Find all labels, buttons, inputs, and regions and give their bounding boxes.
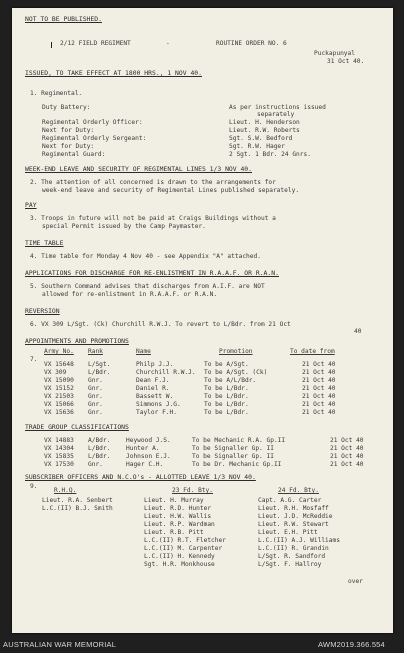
place: Puckapunyal [314,50,355,57]
table-row-date: 21 Oct 40 [330,437,364,444]
table-row-date: 21 Oct 40 [330,453,364,460]
table-row-date: 21 Oct 40 [330,461,364,468]
next-duty-label: Next for Duty: [42,127,95,134]
table-row-promotion: To be L/Bdr. [204,401,249,408]
unit-name: 2/12 FIELD REGIMENT [60,40,131,47]
table-row-name: Daniel R. [136,385,170,392]
next-duty-value-2: Sgt. R.W. Hager [229,143,285,150]
margin-mark [51,42,52,48]
table-row-rank: L/Bdr. [88,369,111,376]
table-row-army-no: VX 17530 [44,461,74,468]
table-row-promotion: To be A/Sgt. (Ck) [204,369,268,376]
next-duty-label-2: Next for Duty: [42,143,95,150]
table-row-rank: L/Sgt. [88,361,111,368]
section7-number: 7. [30,356,38,363]
order-date: 31 Oct 40. [327,58,365,65]
section3-line2: special Permit issued by the Camp Paymaster. [42,223,206,230]
section4-line: 4. Time table for Monday 4 Nov 40 - see Appendix "A" attached. [30,253,261,260]
not-published-heading: NOT TO BE PUBLISHED. [25,15,102,23]
table-row-name: Simmons J.G. [136,401,181,408]
section3-line1: 3. Troops in future will not be paid at Craigs Buildings without a [30,215,276,222]
duty-value-cont: separately [257,111,295,118]
orderly-sergeant-value: Sgt. S.W. Bedford [229,135,293,142]
table-row-rank: Gnr. [88,409,103,416]
bty24-entry: Lieut. R.W. Stewart [258,521,329,528]
col-name: Name [136,348,151,355]
table-row-army-no: VX 15835 [44,453,74,460]
issued-line: ISSUED, TO TAKE EFFECT AT 1800 HRS., 1 NOV 40. [25,69,202,77]
section6-heading: REVERSION [25,307,60,315]
bty24-entry: Lieut. J.D. McReddie [258,513,333,520]
table-row-name: Bassett W. [136,393,174,400]
table-row-name: Philp J.J. [136,361,174,368]
bty23-entry: L.C.(II) H. Kennedy [144,553,215,560]
bty24-entry: L/Sgt. F. Hallroy [258,561,322,568]
table-row-date: 21 Oct 40 [302,393,336,400]
bty24-entry: Lieut. E.H. Pitt [258,529,318,536]
duty-value: As per instructions issued [229,104,326,111]
table-row-name: Taylor F.H. [136,409,177,416]
table-row-army-no: VX 309 [44,369,67,376]
table-row-date: 21 Oct 40 [302,385,336,392]
col-rank: Rank [88,348,103,355]
table-row-rank: Gnr. [88,393,103,400]
bty24-entry: L/Sgt. R. Sandford [258,553,326,560]
table-row-army-no: VX 15636 [44,409,74,416]
table-row-rank: Gnr. [88,461,103,468]
table-row-name: Heywood J.S. [126,437,171,444]
col-24-bty: 24 Fd. Bty. [278,487,319,494]
table-row-promotion: To be L/Bdr. [204,409,249,416]
table-row-rank: Gnr. [88,401,103,408]
section2-line2: week-end leave and security of Regimental Lines published separately. [42,187,300,194]
document-page [12,8,393,633]
table-row-army-no: VX 21503 [44,393,74,400]
table-row-promotion: To be Signaller Gp. II [192,453,274,460]
col-23-bty: 23 Fd. Bty. [172,487,213,494]
section6-line: 6. VX 309 L/Sgt. (Ck) Churchill R.W.J. To revert to L/Bdr. from 21 Oct [30,321,291,328]
section1-title: 1. Regimental. [30,90,83,97]
section9-heading: SUBSCRIBER OFFICERS AND N.C.O's - ALLOTTED LEAVE 1/3 NOV 40. [25,473,256,481]
table-row-date: 21 Oct 40 [302,361,336,368]
rhq-entry: Lieut. R.A. Senbert [42,497,113,504]
table-row-promotion: To be L/Bdr. [204,385,249,392]
orderly-sergeant-label: Regimental Orderly Sergeant: [42,135,147,142]
table-row-army-no: VX 15152 [44,385,74,392]
table-row-rank: A/Bdr. [88,437,111,444]
rhq-entry: L.C.(II) B.J. Smith [42,505,113,512]
section4-heading: TIME TABLE [25,239,64,247]
title-dash: - [166,40,170,47]
section3-heading: PAY [25,201,37,209]
section2-line1: 2. The attention of all concerned is drawn to the arrangements for [30,179,276,186]
col-army-no: Army No. [44,348,74,355]
table-row-rank: Gnr. [88,385,103,392]
bty23-entry: Sgt. H.R. Monkhouse [144,561,215,568]
table-row-name: Johnson E.J. [126,453,171,460]
table-row-name: Churchill R.W.J. [136,369,196,376]
col-rhq: R.H.Q. [54,487,77,494]
table-row-date: 21 Oct 40 [302,401,336,408]
orderly-officer-value: Lieut. H. Henderson [229,119,300,126]
table-row-rank: Gnr. [88,377,103,384]
table-row-date: 21 Oct 40 [330,445,364,452]
table-row-date: 21 Oct 40 [302,377,336,384]
table-row-name: Hager C.H. [126,461,164,468]
bty24-entry: L.C.(II) A.J. Williams [258,537,340,544]
guard-label: Regimental Guard: [42,151,106,158]
bty24-entry: L.C.(II) R. Grandin [258,545,329,552]
table-row-promotion: To be Mechanic R.A. Gp.II [192,437,286,444]
col-date: To date from [290,348,335,355]
table-row-army-no: VX 14883 [44,437,74,444]
col-promotion: Promotion [219,348,253,355]
page-turn-note: over [348,578,363,585]
order-number: ROUTINE ORDER NO. 6 [216,40,287,47]
section5-line2: allowed for re-enlistment in R.A.A.F. or R.A.N. [42,291,218,298]
bty23-entry: Lieut. R.D. Hunter [144,505,212,512]
table-row-army-no: VX 15066 [44,401,74,408]
table-row-promotion: To be Signaller Gp. II [192,445,274,452]
bty24-entry: Lieut. R.H. Mosfaff [258,505,329,512]
table-row-promotion: To be A/L/Bdr. [204,377,257,384]
table-row-promotion: To be Dr. Mechanic Gp.II [192,461,282,468]
section2-heading: WEEK-END LEAVE AND SECURITY OF REGIMENTAL LINES 1/3 NOV 40. [25,165,253,173]
orderly-officer-label: Regimental Orderly Officer: [42,119,143,126]
table-row-date: 21 Oct 40 [302,369,336,376]
bty23-entry: L.C.(II) M. Carpenter [144,545,223,552]
bty23-entry: Lieut. R.P. Wardman [144,521,215,528]
bty23-entry: Lieut. R.B. Pitt [144,529,204,536]
duty-label: Duty Battery: [42,104,91,111]
bty24-entry: Capt. A.G. Carter [258,497,322,504]
table-row-name: Dean F.J. [136,377,170,384]
table-row-name: Hunter A. [126,445,160,452]
section7-heading: APPOINTMENTS AND PROMOTIONS [25,337,129,345]
bty23-entry: Lieut. H. Murray [144,497,204,504]
section5-heading: APPLICATIONS FOR DISCHARGE FOR RE-ENLISTMENT IN R.A.A.F. OR R.A.N. [25,269,279,277]
section5-line1: 5. Southern Command advises that discharges from A.I.F. are NOT [30,283,265,290]
bty23-entry: L.C.(II) R.T. Fletcher [144,537,226,544]
section8-heading: TRADE GROUP CLASSIFICATIONS [25,423,129,431]
table-row-promotion: To be A/Sgt. [204,361,249,368]
section6-line-cont: 40 [354,328,362,335]
archive-name: AUSTRALIAN WAR MEMORIAL [3,640,117,649]
table-row-army-no: VX 15090 [44,377,74,384]
archive-footer [0,636,404,653]
table-row-rank: L/Bdr. [88,453,111,460]
bty23-entry: Lieut. H.W. Wallis [144,513,212,520]
table-row-date: 21 Oct 40 [302,409,336,416]
table-row-army-no: VX 15648 [44,361,74,368]
table-row-army-no: VX 14304 [44,445,74,452]
section9-number: 9. [30,483,38,490]
guard-value: 2 Sgt. 1 Bdr. 24 Gnrs. [229,151,311,158]
next-duty-value: Lieut. R.W. Roberts [229,127,300,134]
archive-id: AWM2019.366.554 [318,640,385,649]
table-row-rank: L/Bdr. [88,445,111,452]
table-row-promotion: To be L/Bdr. [204,393,249,400]
